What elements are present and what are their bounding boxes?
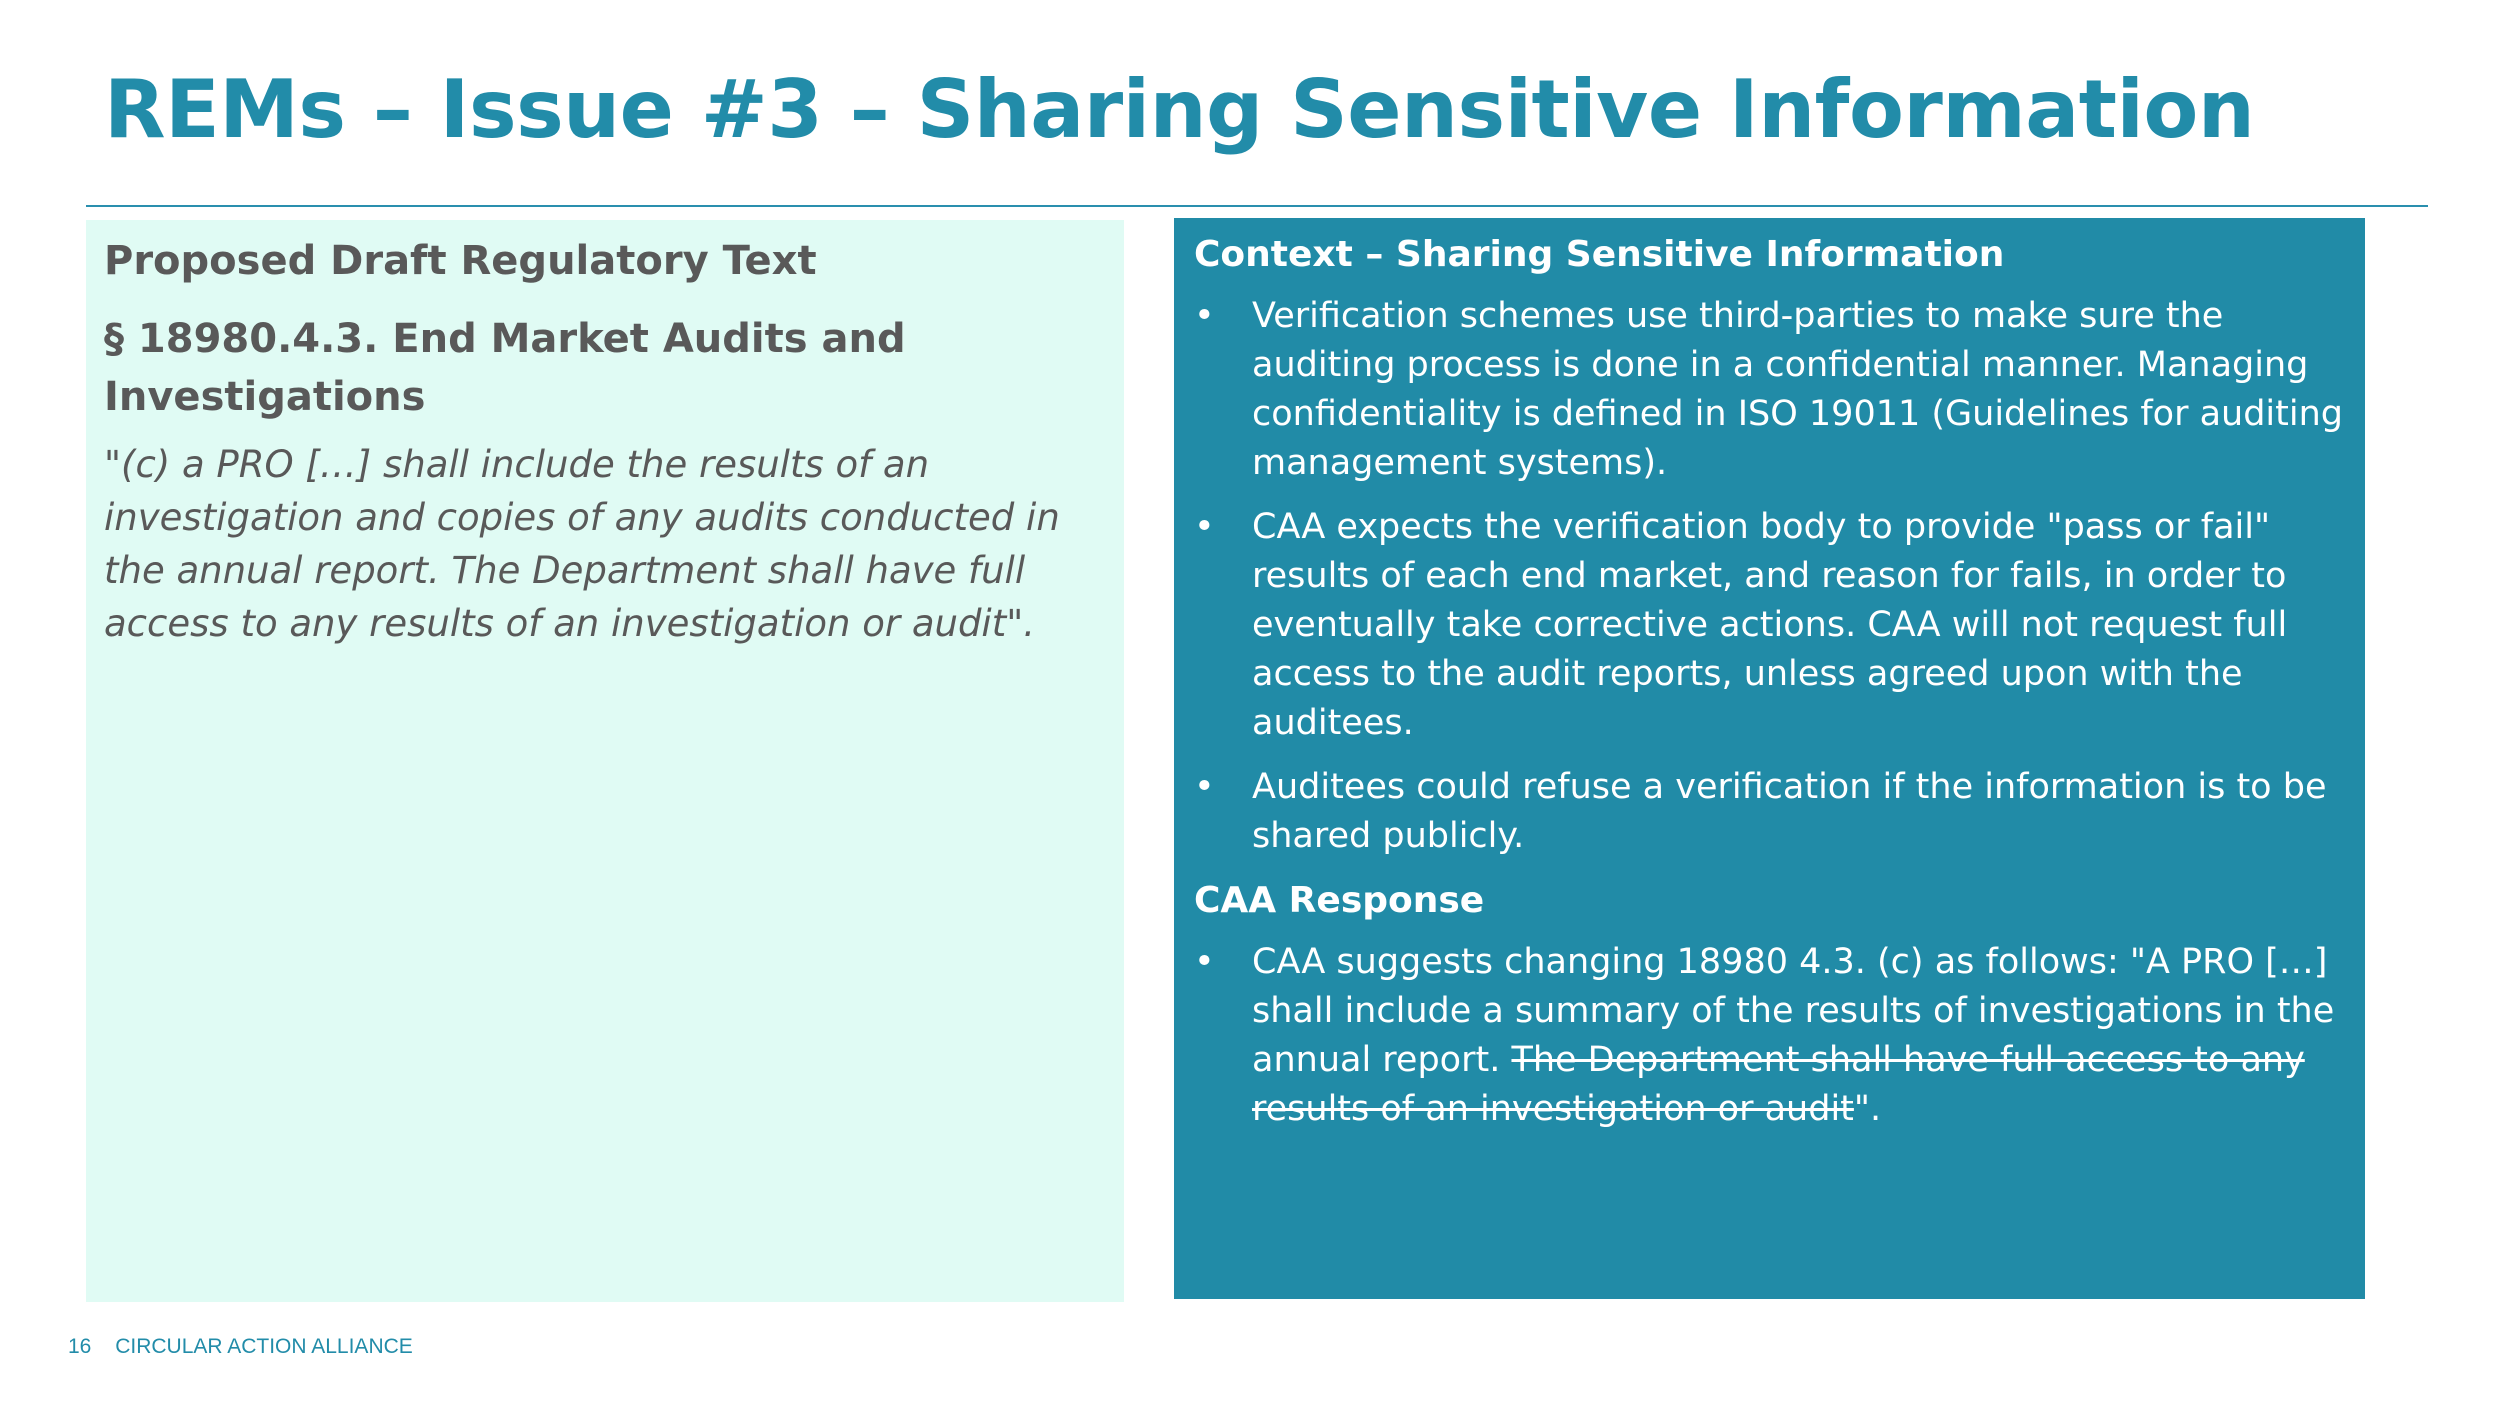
organization-name: CIRCULAR ACTION ALLIANCE	[115, 1335, 413, 1358]
response-bullet-list	[1194, 938, 2355, 1134]
context-panel	[1174, 218, 2365, 1299]
bullet-marker: •	[1194, 767, 1215, 807]
response-bullet	[1194, 938, 2355, 1134]
context-bullet-text: Auditees could refuse a verification if the information is to be shared publicly.	[1252, 767, 2327, 856]
bullet-marker: •	[1194, 507, 1215, 547]
page-number: 16	[68, 1335, 92, 1358]
slide-footer	[68, 1335, 413, 1359]
context-bullet	[1194, 503, 2355, 748]
struck-text: The Department shall have full access to any results of an investigation or audit	[1252, 1040, 2305, 1129]
bullet-marker: •	[1194, 942, 1215, 982]
proposed-text-panel	[86, 220, 1124, 1302]
regulatory-quote: "(c) a PRO […] shall include the results of an investigation and copies of any audits conducted in the annual report. The Department shall have full access to any results of an investigation or audit".	[104, 443, 1060, 645]
response-end-text: ".	[1853, 1089, 1882, 1129]
context-bullet-list	[1194, 292, 2355, 861]
bullet-marker: •	[1194, 296, 1215, 336]
title-divider	[86, 205, 2428, 207]
context-heading: Context – Sharing Sensitive Information	[1194, 234, 2005, 275]
response-text: CAA suggests changing 18980 4.3. (c) as follows: "A PRO […] shall include a summary of the results of investigations in the annual report.	[1252, 942, 2335, 1080]
context-bullet	[1194, 292, 2355, 488]
slide-title: REMs – Issue #3 – Sharing Sensitive Information	[104, 63, 2255, 156]
response-heading: CAA Response	[1194, 880, 1485, 921]
context-bullet-text: CAA expects the verification body to provide "pass or fail" results of each end market, and reason for fails, in order to eventually take corrective actions. CAA will not request full access to the audit reports, unless agreed upon with the auditees.	[1252, 507, 2288, 743]
context-bullet	[1194, 763, 2355, 861]
proposed-text-heading: Proposed Draft Regulatory Text	[104, 238, 817, 284]
context-bullet-text: Verification schemes use third-parties to make sure the auditing process is done in a confidential manner. Managing confidentiality is defined in ISO 19011 (Guidelines for auditing management systems).	[1252, 296, 2343, 483]
section-heading: § 18980.4.3. End Market Audits and Investigations	[104, 316, 906, 420]
